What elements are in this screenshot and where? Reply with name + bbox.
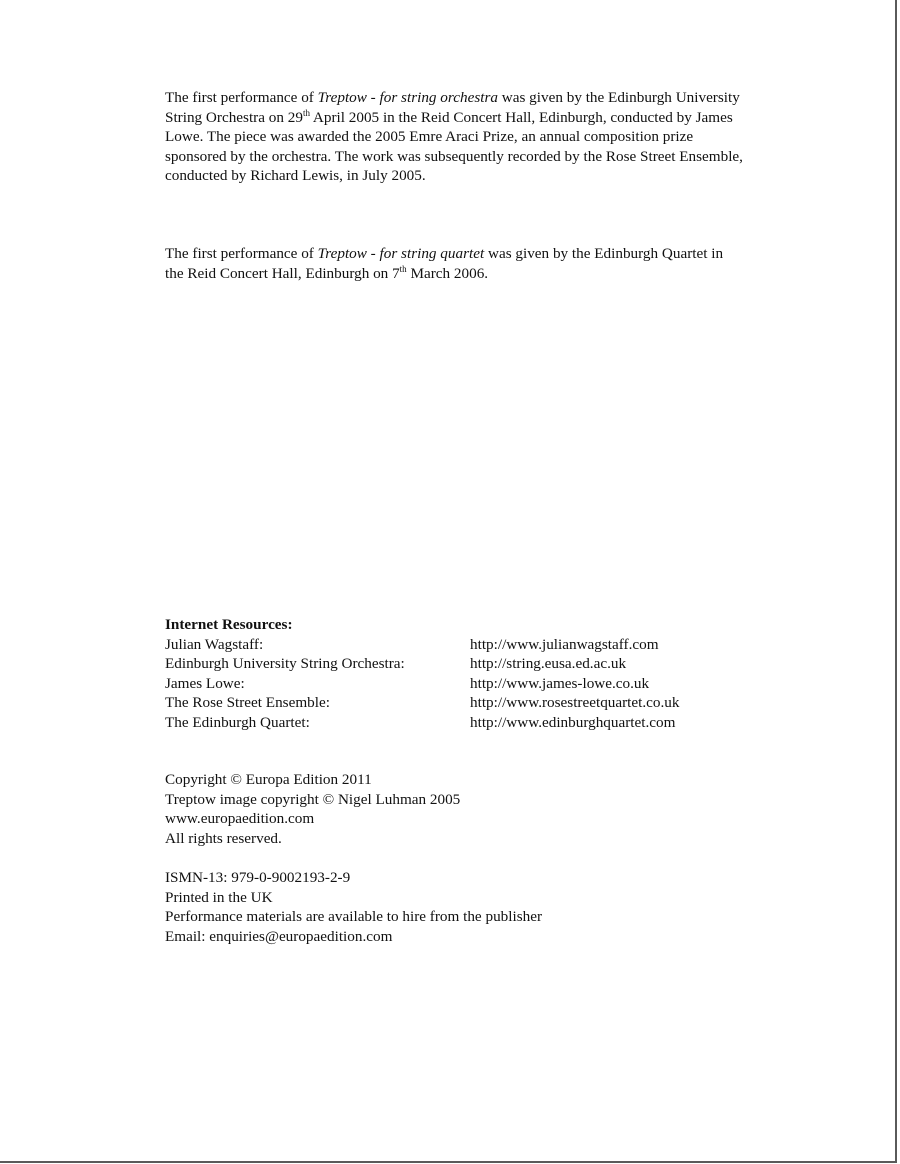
resource-name: Edinburgh University String Orchestra: <box>165 655 405 673</box>
orchestra-date-ordinal: th <box>302 107 310 118</box>
copyright-line: Copyright © Europa Edition 2011 <box>165 771 372 788</box>
ismn-line: ISMN-13: 979-0-9002193-2-9 <box>165 869 351 886</box>
orchestra-note-part2: April 2005 in the Reid Concert Hall, Edinburgh, conducted by James Lowe. The piece was awarded the 2005 Emre Araci Prize, an annual composition prize sponsored by the orchestra. The work was subsequently recorded by the Rose Street Ensemble, conducted by Richard Lewis, in July 2005. <box>165 108 743 185</box>
rights-reserved-line: All rights reserved. <box>165 829 282 847</box>
resource-name: Julian Wagstaff: <box>165 635 264 653</box>
quartet-note-part2: March 2006. <box>406 264 489 282</box>
resource-row-rose-street-ensemble <box>165 693 785 713</box>
quartet-work-title: Treptow - for string quartet <box>317 245 485 262</box>
resource-row-julian-wagstaff <box>165 635 785 655</box>
orchestra-note-part1: was given by the Edinburgh University String Orchestra on 29 <box>165 89 740 126</box>
printed-in-line: Printed in the UK <box>165 888 273 906</box>
resource-url-link[interactable]: http://www.edinburghquartet.com <box>470 713 676 731</box>
orchestra-note-prefix: The first performance of <box>165 89 318 106</box>
internet-resources-section <box>165 615 785 733</box>
orchestra-performance-note <box>165 88 745 186</box>
resource-name: James Lowe: <box>165 674 245 692</box>
orchestra-work-title: Treptow - for string orchestra <box>317 89 498 106</box>
resource-url-link[interactable]: http://www.julianwagstaff.com <box>470 635 659 653</box>
resource-row-edinburgh-quartet <box>165 713 785 733</box>
contact-email-link[interactable]: Email: enquiries@europaedition.com <box>165 927 393 945</box>
image-copyright-line: Treptow image copyright © Nigel Luhman 2005 <box>165 790 461 808</box>
resource-row-string-orchestra <box>165 654 785 674</box>
publisher-website-link[interactable]: www.europaedition.com <box>165 810 315 828</box>
quartet-date-ordinal: th <box>399 263 407 274</box>
resource-url-link[interactable]: http://string.eusa.ed.ac.uk <box>470 655 627 673</box>
quartet-note-part1: was given by the Edinburgh Quartet in the Reid Concert Hall, Edinburgh on 7 <box>165 245 724 282</box>
resource-name: The Edinburgh Quartet: <box>165 713 310 731</box>
quartet-note-prefix: The first performance of <box>165 245 318 262</box>
publication-info-section <box>165 868 765 946</box>
hire-materials-line: Performance materials are available to hire from the publisher <box>165 908 542 926</box>
quartet-performance-note <box>165 244 745 283</box>
internet-resources-heading: Internet Resources: <box>165 616 293 633</box>
resource-name: The Rose Street Ensemble: <box>165 694 330 712</box>
copyright-section <box>165 770 765 848</box>
resource-row-james-lowe <box>165 674 785 694</box>
resource-url-link[interactable]: http://www.james-lowe.co.uk <box>470 674 650 692</box>
resource-url-link[interactable]: http://www.rosestreetquartet.co.uk <box>470 694 680 712</box>
